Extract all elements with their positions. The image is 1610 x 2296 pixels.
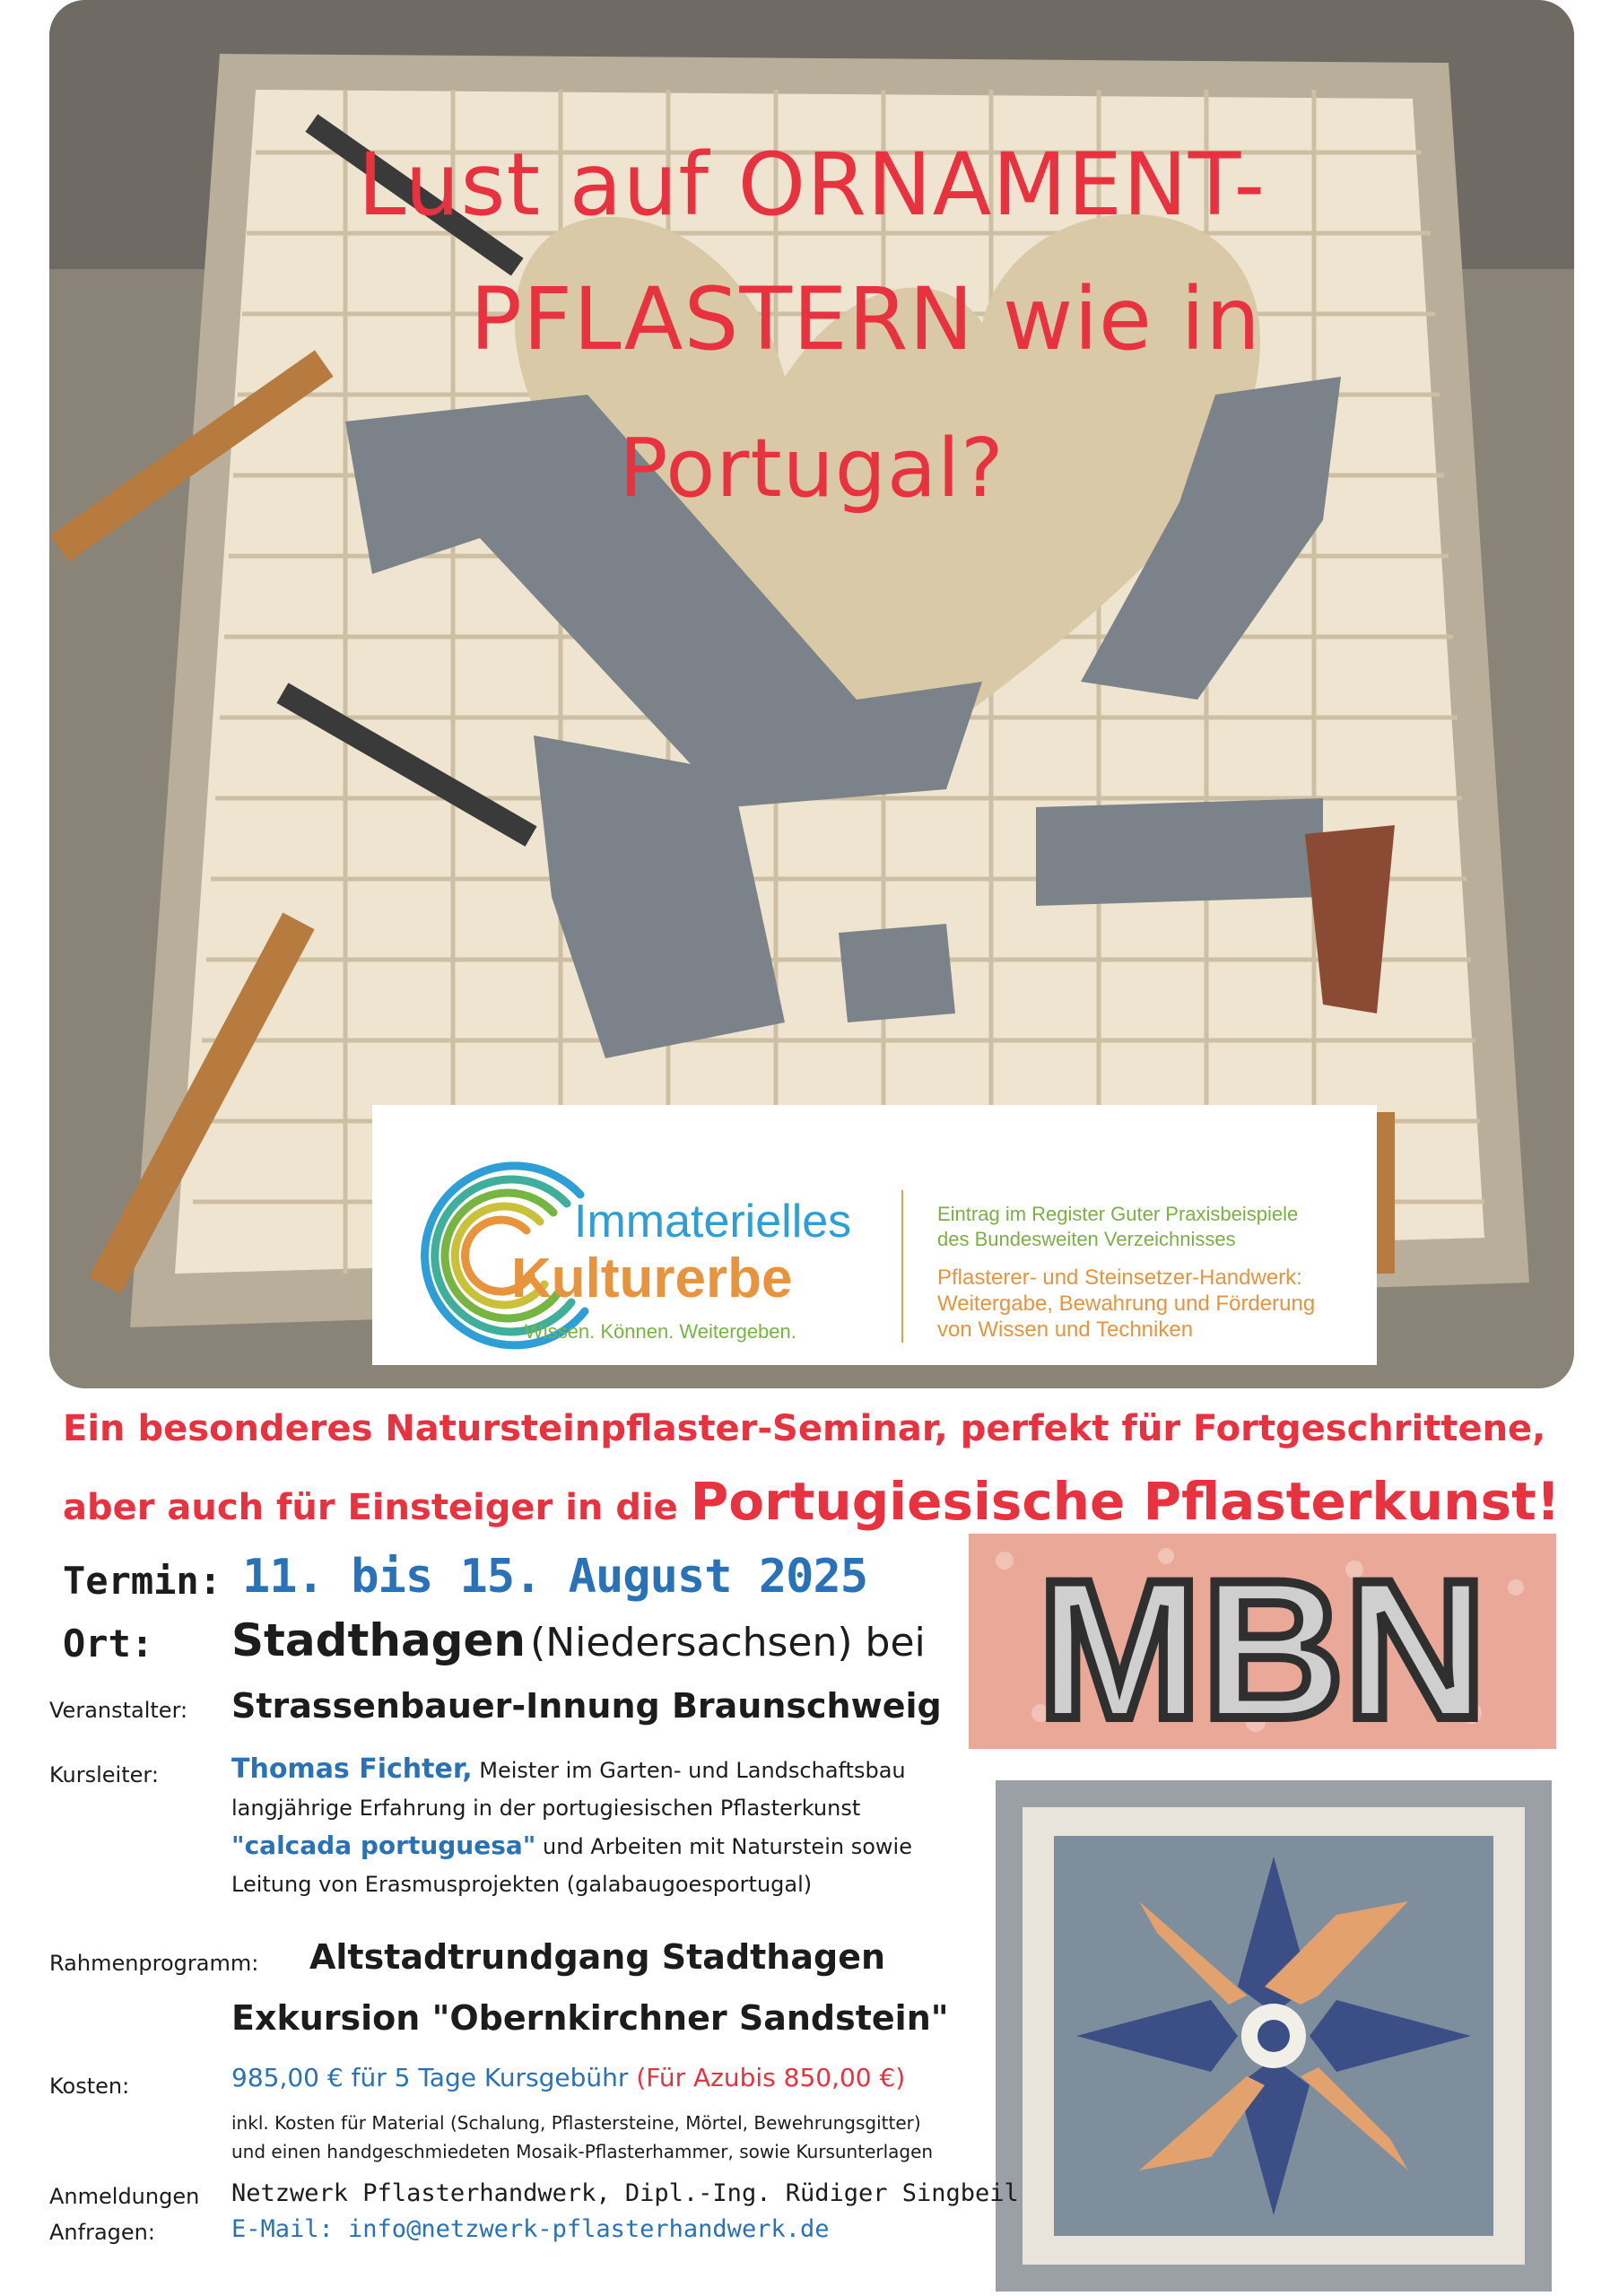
paving-mosaic-photo [49,0,1574,1388]
craft-line-3: von Wissen und Techniken [937,1318,1194,1342]
intro-highlight: Portugiesische Pflasterkunst! [690,1471,1561,1532]
headline-line-1: Lust auf ORNAMENT- [357,135,1266,235]
register-line-2: des Bundesweiten Verzeichnisses [937,1228,1236,1250]
mbn-mosaic-logo-photo [969,1534,1556,1749]
logo-craft-text [937,1265,1368,1343]
intro-line-2 [63,1471,1560,1532]
kursleiter-name: Thomas Fichter, [231,1753,473,1785]
compass-star-mosaic-photo [996,1780,1552,2292]
ort-label: Ort: [63,1622,154,1665]
termin-value: 11. bis 15. August 2025 [242,1550,868,1604]
craft-line-1: Pflasterer- und Steinsetzer-Handwerk: [937,1265,1302,1290]
logo-register-text [937,1202,1368,1252]
rahmen-item-2: Exkursion "Obernkirchner Sandstein" [231,1998,949,2038]
anmeldung-label-2: Anfragen: [49,2220,155,2245]
intro-line-2-prefix: aber auch für Einsteiger in die [63,1487,678,1528]
kosten-incl-line-2: und einen handgeschmiedeten Mosaik-Pflasterhammer, sowie Kursunterlagen [231,2141,934,2162]
kursleiter-line-2: langjährige Erfahrung in der portugiesischen Pflasterkunst [231,1796,861,1821]
rahmen-label: Rahmenprogramm: [49,1951,259,1976]
headline-line-2: PFLASTERN wie in [469,269,1261,370]
ort-city: Stadthagen [231,1614,526,1666]
logo-title-kulturerbe: Kulturerbe [511,1248,793,1309]
termin-label: Termin: [63,1559,222,1603]
logo-title-immaterielles: Immaterielles [574,1196,852,1248]
rahmen-item-1: Altstadtrundgang Stadthagen [309,1937,886,1977]
register-line-1: Eintrag im Register Guter Praxisbeispiele [937,1203,1299,1225]
kosten-price: 985,00 € für 5 Tage Kursgebühr [231,2063,629,2092]
anmeldung-contact: Netzwerk Pflasterhandwerk, Dipl.-Ing. Rüdiger Singbeil [231,2179,1019,2207]
kursleiter-block [231,1753,967,1900]
ort-region: (Niedersachsen) bei [530,1620,926,1665]
craft-line-2: Weitergabe, Bewahrung und Förderung [937,1292,1316,1316]
kursleiter-line-4: Leitung von Erasmusprojekten (galabaugoesportugal) [231,1872,813,1897]
mbn-text: MBN [1037,1539,1487,1749]
headline-line-3: Portugal? [619,422,1005,516]
anmeldung-email[interactable]: E-Mail: info@netzwerk-pflasterhandwerk.de [231,2215,830,2243]
kursleiter-line-3 [231,1830,967,1863]
veranstalter-label: Veranstalter: [49,1698,188,1723]
kosten-price-azubi: (Für Azubis 850,00 €) [636,2063,906,2092]
kosten-label: Kosten: [49,2074,130,2099]
kursleiter-line-3-rest: und Arbeiten mit Naturstein sowie [543,1834,912,1859]
kursleiter-line-1 [231,1753,967,1787]
kursleiter-title: Meister im Garten- und Landschaftsbau [479,1758,906,1783]
intro-line-1: Ein besonderes Natursteinpflaster-Seminar, perfekt für Fortgeschrittene, [63,1408,1546,1449]
logo-tagline: Wissen. Können. Weitergeben. [525,1320,796,1343]
kosten-price-line [231,2063,905,2092]
intangible-heritage-logo-box [372,1105,1377,1365]
veranstalter-value: Strassenbauer-Innung Braunschweig [231,1686,942,1726]
kosten-incl-line-1: inkl. Kosten für Material (Schalung, Pflastersteine, Mörtel, Bewehrungsgitter) [231,2112,921,2134]
logo-divider [901,1190,903,1343]
anmeldung-label-1: Anmeldungen [49,2184,200,2209]
kursleiter-label: Kursleiter: [49,1762,159,1787]
ort-value [231,1614,926,1666]
calcada-highlight: "calcada portuguesa" [231,1831,536,1860]
